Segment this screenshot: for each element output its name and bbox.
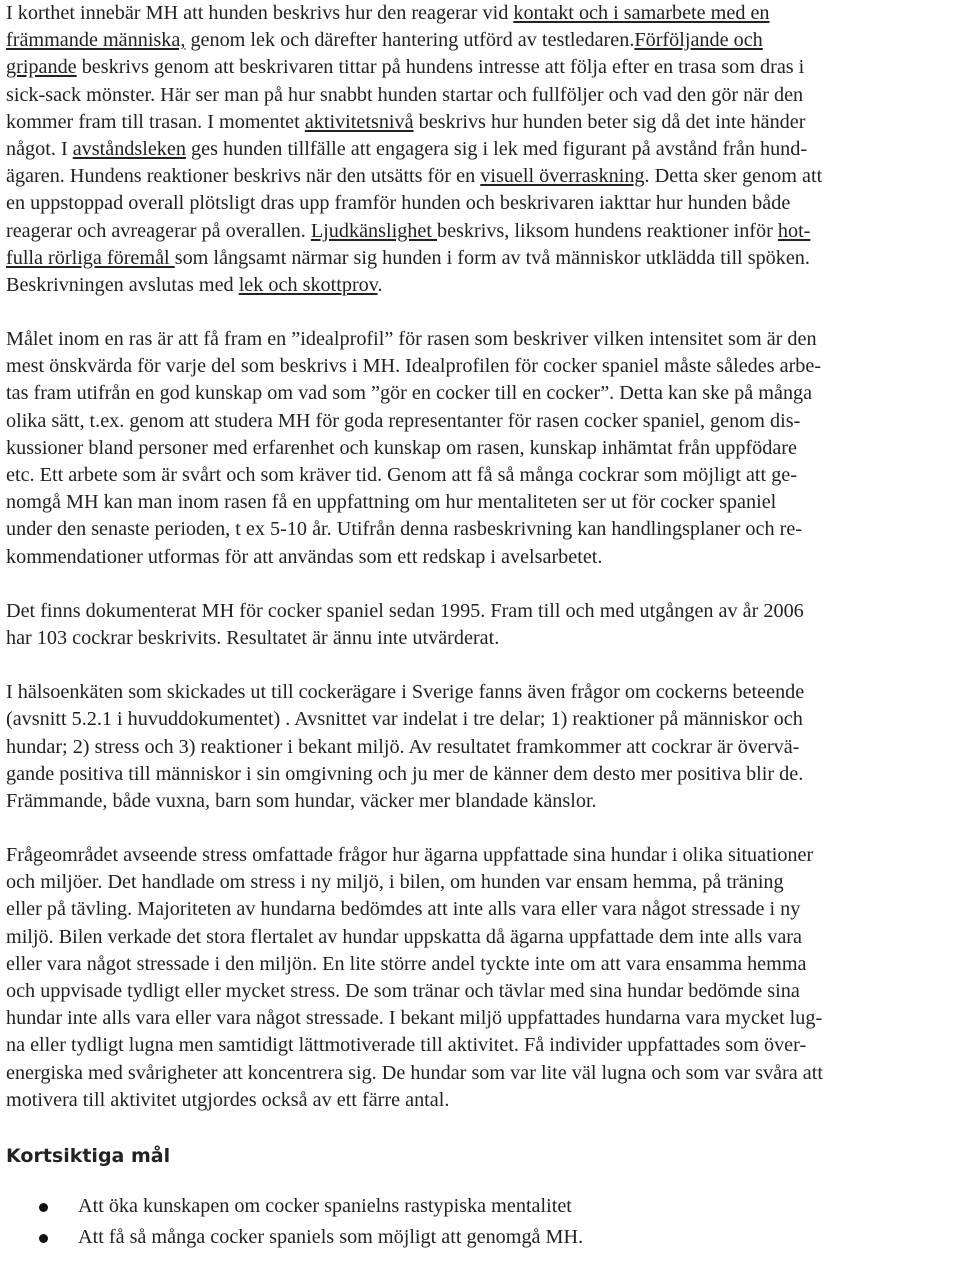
text-line <box>6 27 954 54</box>
text-line <box>6 272 954 299</box>
underlined-term: avståndsleken <box>72 137 186 160</box>
text-run: I korthet innebär MH att hunden beskrivs hur den reagerar vid <box>6 2 514 24</box>
bullet-dot-icon <box>39 1234 48 1243</box>
text-run: något. I <box>6 137 73 160</box>
text-line: olika sätt, t.ex. genom att studera MH för goda representanter för rasen cocker spaniel, genom dis- <box>6 409 801 432</box>
section-heading: Kortsiktiga mål <box>6 1144 171 1167</box>
text-line: motivera till aktivitet utgjordes också av ett färre antal. <box>6 1088 450 1111</box>
text-line: Målet inom en ras är att få fram en ”idealprofil” för rasen som beskriver vilken intensitet som är den <box>6 328 817 351</box>
text-line: nomgå MH kan man inom rasen få en uppfattning om hur mentaliteten ser ut för cocker spaniel <box>6 491 777 514</box>
text-run: kommer fram till trasan. I momentet <box>6 110 305 133</box>
text-line: energiska med svårigheter att koncentrera sig. De hundar som var lite väl lugna och som var svåra att <box>6 1061 823 1084</box>
text-run: ges hunden tillfälle att engagera sig i lek med figurant på avstånd från hund- <box>185 137 808 160</box>
text-run: beskrivs genom att beskrivaren tittar på hundens intresse att följa efter en trasa som dras i <box>76 56 805 79</box>
text-line: (avsnitt 5.2.1 i huvuddokumentet) . Avsnittet var indelat i tre delar; 1) reaktioner på människor och <box>6 708 803 731</box>
text-line: mest önskvärda för varje del som beskrivs i MH. Idealprofilen för cocker spaniel måste således arbe- <box>6 355 822 378</box>
text-run: beskrivs hur hunden beter sig då det inte händer <box>413 110 806 133</box>
underlined-term: fulla rörliga föremål <box>6 246 175 269</box>
paragraph-mh-description <box>6 0 954 299</box>
text-line: under den senaste perioden, t ex 5-10 år. Utifrån denna rasbeskrivning kan handlingsplaner och re- <box>6 518 803 541</box>
text-line: eller vara något stressade i den miljön. En lite större andel tyckte inte om att vara ensamma hemma <box>6 952 807 975</box>
text-line: har 103 cockrar beskrivits. Resultatet är ännu inte utvärderat. <box>6 626 500 649</box>
paragraph-stress <box>6 842 954 1114</box>
text-line: etc. Ett arbete som är svårt och som kräver tid. Genom att få så många cockrar som möjligt att ge- <box>6 464 797 486</box>
paragraph-documented-mh <box>6 598 954 652</box>
text-line: och uppvisade tydligt eller mycket stress. De som tränar och tävlar med sina hundar bedömde sina <box>6 980 800 1002</box>
list-item-text: Att få så många cocker spaniels som möjligt att genomgå MH. <box>78 1225 584 1248</box>
text-line: gande positiva till människor i sin omgivning och ju mer de känner dem desto mer positiva blir de. <box>6 762 804 785</box>
text-line: en uppstoppad overall plötsligt dras upp framför hunden och beskrivaren iakttar hur hunden både <box>6 192 791 215</box>
text-run: beskrivs, liksom hundens reaktioner inför <box>437 219 778 242</box>
text-line: och miljöer. Det handlade om stress i ny miljö, i bilen, om hunden var ensam hemma, på träning <box>6 871 784 894</box>
text-run: ägaren. Hundens reaktioner beskrivs när den utsätts för en <box>6 165 481 188</box>
text-line <box>6 218 954 245</box>
text-run: genom lek och därefter hantering utförd av testledaren. <box>185 29 635 52</box>
text-line: Frågeområdet avseende stress omfattade frågor hur ägarna uppfattade sina hundar i olika situationer <box>6 844 814 867</box>
text-run: Beskrivningen avslutas med <box>6 273 239 296</box>
text-line: Det finns dokumenterat MH för cocker spaniel sedan 1995. Fram till och med utgången av år 2006 <box>6 599 804 622</box>
underlined-term: hot- <box>777 219 811 242</box>
list-item-text: Att öka kunskapen om cocker spanielns rastypiska mentalitet <box>78 1194 572 1217</box>
text-line: I hälsoenkäten som skickades ut till cockerägare i Sverige fanns även frågor om cockerns beteende <box>6 681 805 704</box>
bullet-dot-icon <box>39 1203 48 1212</box>
underlined-term: Förföljande och <box>634 29 763 52</box>
text-line: miljö. Bilen verkade det stora flertalet av hundar uppskatta då ägarna uppfattade dem inte alls vara <box>6 925 802 948</box>
text-run: . Detta sker genom att <box>644 165 823 188</box>
text-line: tas fram utifrån en god kunskap om vad som ”gör en cocker till en cocker”. Detta kan ske på många <box>6 382 813 405</box>
text-line: hundar inte alls vara eller vara något stressade. I bekant miljö uppfattades hundarna vara mycket lug- <box>6 1007 823 1030</box>
text-line <box>6 0 954 27</box>
underlined-term: lek och skottprov <box>238 273 378 296</box>
text-line: kussioner bland personer med erfarenhet och kunskap om rasen, kunskap inhämtat från uppfödare <box>6 436 797 459</box>
text-line <box>6 54 954 81</box>
text-line: hundar; 2) stress och 3) reaktioner i bekant miljö. Av resultatet framkommer att cockrar är övervä- <box>6 735 800 758</box>
list-item <box>6 1222 954 1253</box>
text-line <box>6 109 954 136</box>
text-line: Främmande, både vuxna, barn som hundar, väcker mer blandade känslor. <box>6 789 597 812</box>
underlined-term: kontakt och i samarbete med en <box>513 2 770 24</box>
underlined-term: visuell överraskning <box>480 165 645 188</box>
underlined-term: aktivitetsnivå <box>304 110 414 133</box>
underlined-term: gripande <box>6 56 77 79</box>
text-line <box>6 245 954 272</box>
text-line: sick-sack mönster. Här ser man på hur snabbt hunden startar och fullföljer och vad den gör när den <box>6 83 804 106</box>
paragraph-idealprofil <box>6 326 954 571</box>
underlined-term: Ljudkänslighet <box>310 219 437 242</box>
text-line: na eller tydligt lugna men samtidigt lättmotiverade till aktivitet. Få individer uppfattades som över- <box>6 1034 807 1057</box>
text-line <box>6 136 954 163</box>
text-line <box>6 163 954 190</box>
list-item <box>6 1191 954 1222</box>
text-run: reagerar och avreagerar på overallen. <box>6 219 311 242</box>
bullet-list <box>6 1191 954 1253</box>
text-run: som långsamt närmar sig hunden i form av två människor utklädda till spöken. <box>174 246 810 269</box>
text-line: eller på tävling. Majoriteten av hundarna bedömdes att inte alls vara eller vara något stressade i ny <box>6 898 801 921</box>
text-run: . <box>377 273 383 296</box>
underlined-term: främmande människa, <box>6 29 186 52</box>
paragraph-health-survey <box>6 679 954 815</box>
text-line: kommendationer utformas för att användas som ett redskap i avelsarbetet. <box>6 545 603 568</box>
